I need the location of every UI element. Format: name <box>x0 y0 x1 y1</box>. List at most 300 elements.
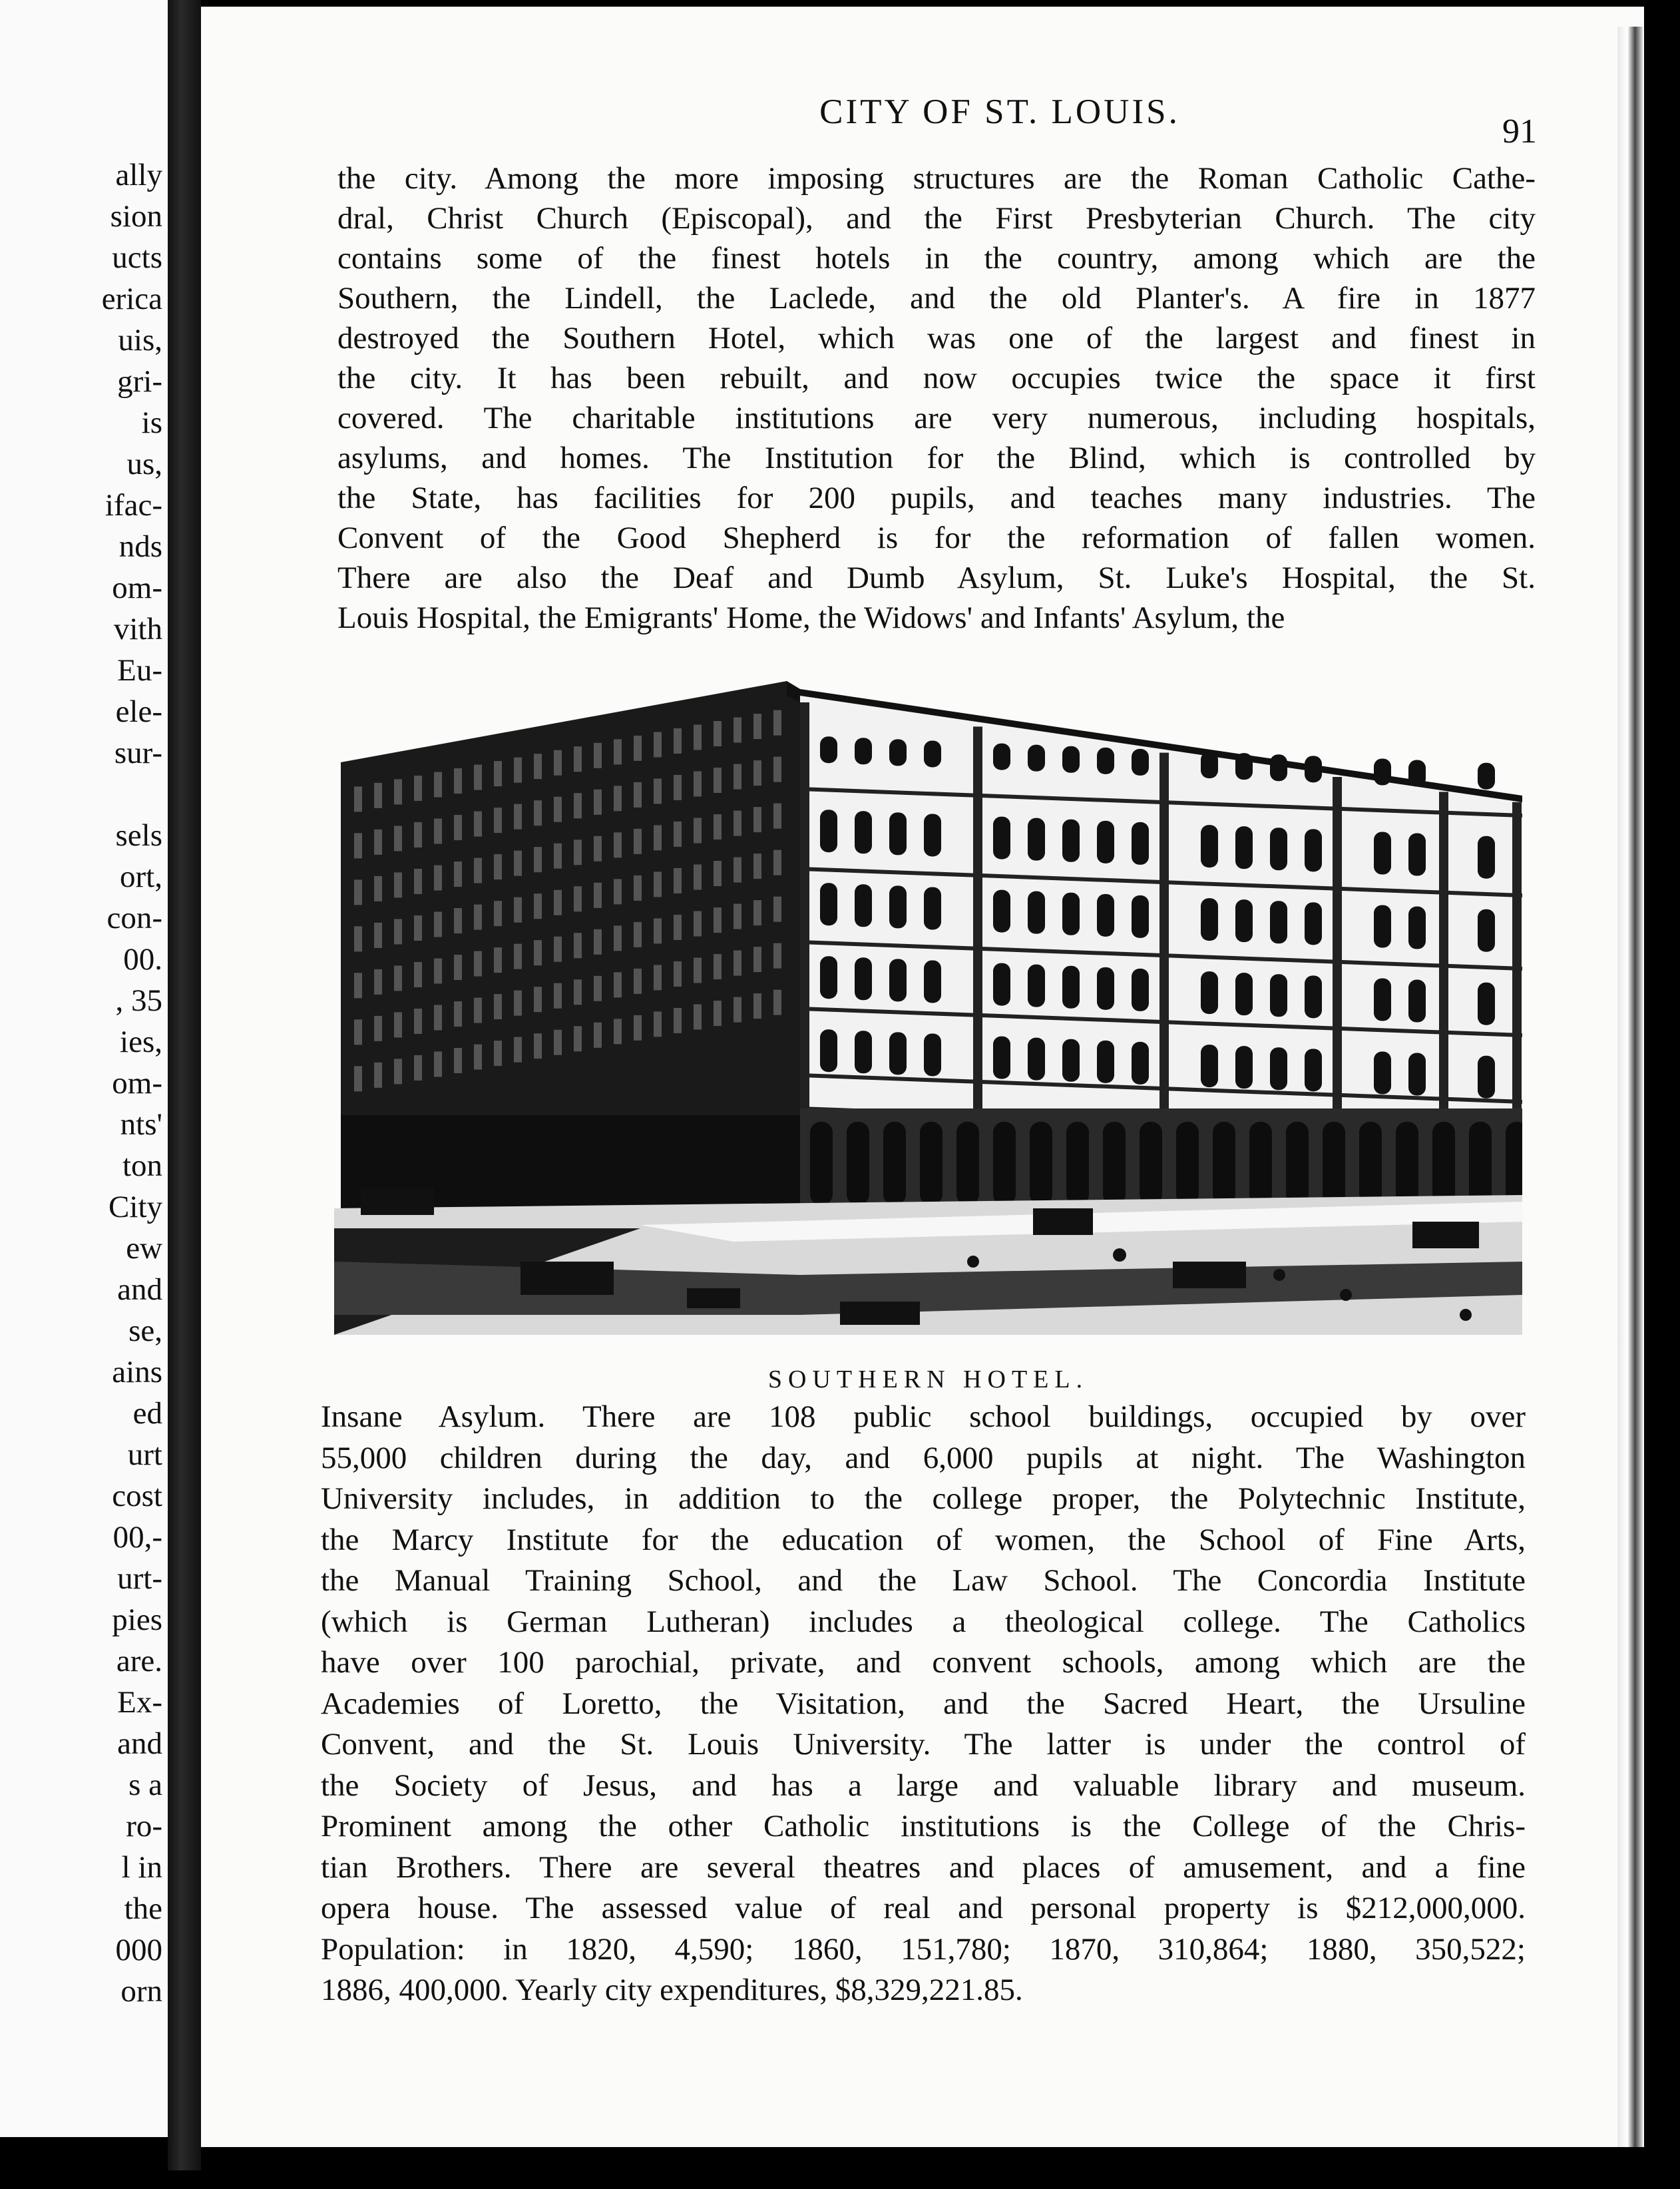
left-page-line: 000 <box>115 1933 162 1967</box>
window <box>1478 983 1495 1025</box>
hotel-engraving <box>334 676 1522 1335</box>
window <box>414 1055 422 1081</box>
window <box>474 765 482 790</box>
left-page-line: ally <box>115 158 162 192</box>
left-page-line: and <box>117 1726 162 1761</box>
window <box>674 915 682 940</box>
window <box>734 857 741 883</box>
left-page-line: cost <box>112 1479 162 1513</box>
window <box>1408 834 1426 876</box>
window <box>855 1031 872 1073</box>
window <box>634 875 642 901</box>
window <box>474 905 482 930</box>
window <box>1028 891 1045 934</box>
window <box>1305 975 1322 1018</box>
text-line: tian Brothers. There are several theatres and places of amusement, and a fine <box>321 1849 1526 1885</box>
window <box>1097 967 1114 1010</box>
window <box>634 782 642 808</box>
left-page-line: ele- <box>115 694 162 729</box>
text-line: 1886, 400,000. Yearly city expenditures, $8,329,221.85. <box>321 1973 1023 2007</box>
window <box>654 778 662 804</box>
window <box>594 1023 602 1048</box>
window <box>594 883 602 908</box>
window <box>554 750 562 776</box>
text-line: Academies of Loretto, the Visitation, and the Sacred Heart, the Ursuline <box>321 1686 1526 1721</box>
window <box>820 956 837 999</box>
window <box>614 972 622 997</box>
left-page-line: ort, <box>120 859 162 894</box>
window <box>855 738 872 764</box>
window <box>734 764 741 790</box>
window <box>494 994 502 1019</box>
left-page-line: ies, <box>120 1025 162 1059</box>
arcade-arch <box>1506 1122 1522 1205</box>
arcade-arch <box>847 1122 869 1205</box>
window <box>474 1045 482 1070</box>
window <box>654 732 662 757</box>
left-page-line: nts' <box>120 1107 162 1142</box>
window <box>394 779 402 804</box>
text-line: have over 100 parochial, private, and convent schools, among which are the <box>321 1645 1526 1680</box>
window <box>1270 1047 1287 1090</box>
left-page-line: gri- <box>117 364 162 399</box>
left-page-line: Ex- <box>117 1685 162 1720</box>
window <box>354 1019 362 1045</box>
window <box>1235 826 1253 869</box>
text-line: (which is German Lutheran) includes a theological college. The Catholics <box>321 1604 1526 1639</box>
window <box>474 998 482 1023</box>
left-page-line: are. <box>116 1644 162 1678</box>
window <box>1097 894 1114 937</box>
window <box>1235 899 1253 942</box>
left-page-line: nds <box>118 529 162 564</box>
text-line: Convent, and the St. Louis University. The latter is under the control of <box>321 1727 1526 1762</box>
window <box>394 1059 402 1084</box>
window <box>1097 1041 1114 1083</box>
window <box>574 933 582 958</box>
window <box>889 885 907 928</box>
window <box>574 746 582 772</box>
window <box>454 1048 462 1073</box>
window <box>354 1066 362 1091</box>
window <box>494 901 502 926</box>
page-edge <box>1617 27 1643 2147</box>
window <box>554 983 562 1009</box>
window <box>1374 905 1391 947</box>
window <box>734 997 741 1023</box>
window <box>1132 749 1149 776</box>
left-page-line: om- <box>112 571 162 605</box>
window <box>1097 821 1114 863</box>
left-page-line: City <box>108 1190 162 1224</box>
window <box>434 959 442 984</box>
window <box>434 819 442 844</box>
window <box>694 957 702 983</box>
text-line: Population: in 1820, 4,590; 1860, 151,780; 1870, 310,864; 1880, 350,522; <box>321 1931 1526 1967</box>
window <box>374 1016 382 1041</box>
text-line: Louis Hospital, the Emigrants' Home, the Widows' and Infants' Asylum, the <box>337 601 1285 635</box>
previous-page-text <box>102 154 162 2012</box>
window <box>714 768 722 793</box>
text-line: University includes, in addition to the college proper, the Polytechnic Institute, <box>321 1481 1526 1516</box>
window <box>1478 763 1495 790</box>
book-page <box>201 7 1644 2147</box>
window <box>554 797 562 822</box>
window <box>734 951 741 976</box>
window <box>354 926 362 951</box>
left-page-line: urt <box>127 1437 162 1472</box>
window <box>554 937 562 962</box>
window <box>753 760 761 786</box>
window <box>454 1001 462 1027</box>
window <box>1201 971 1218 1014</box>
window <box>434 1005 442 1031</box>
window <box>654 871 662 897</box>
window <box>753 714 761 739</box>
window <box>1132 822 1149 865</box>
window <box>820 810 837 852</box>
window <box>414 915 422 941</box>
window <box>855 811 872 853</box>
text-line: the Society of Jesus, and has a large and valuable library and museum. <box>321 1768 1526 1803</box>
window <box>1062 966 1080 1009</box>
window <box>734 811 741 836</box>
text-line: covered. The charitable institutions are very numerous, including hospitals, <box>337 401 1536 435</box>
window <box>1235 753 1253 780</box>
window <box>1478 909 1495 952</box>
window <box>1097 748 1114 774</box>
window <box>654 918 662 943</box>
window <box>634 1015 642 1041</box>
window <box>1201 752 1218 778</box>
window <box>434 865 442 891</box>
text-line: Insane Asylum. There are 108 public school buildings, occupied by over <box>321 1399 1526 1434</box>
left-page-line: se, <box>128 1314 162 1348</box>
window <box>993 890 1010 933</box>
window <box>674 822 682 847</box>
window <box>554 890 562 915</box>
body-text-bottom <box>321 1397 1526 2011</box>
window <box>654 1011 662 1037</box>
window <box>674 775 682 800</box>
window <box>494 808 502 833</box>
left-page-line: sur- <box>114 736 162 770</box>
text-line: opera house. The assessed value of real and personal property is $212,000,000. <box>321 1891 1526 1925</box>
window <box>694 911 702 936</box>
window <box>494 1041 502 1066</box>
arcade-arch <box>993 1122 1016 1205</box>
arcade-arch <box>1432 1122 1455 1205</box>
window <box>614 739 622 764</box>
page-number: 91 <box>1502 113 1537 150</box>
left-page-line: vith <box>113 612 162 646</box>
window <box>924 887 941 929</box>
text-line: There are also the Deaf and Dumb Asylum, St. Luke's Hospital, the St. <box>337 561 1536 595</box>
text-line: dral, Christ Church (Episcopal), and the First Presbyterian Church. The city <box>337 201 1536 236</box>
left-page-line: pies <box>112 1602 162 1637</box>
window <box>654 965 662 990</box>
window <box>1062 1039 1080 1082</box>
left-page-line: the <box>124 1891 162 1926</box>
left-page-line: ed <box>132 1396 162 1431</box>
arcade-arch <box>1396 1122 1418 1205</box>
window <box>1270 754 1287 781</box>
left-page-line: om- <box>112 1066 162 1100</box>
running-title: CITY OF ST. LOUIS. <box>819 93 1180 131</box>
window <box>753 853 761 879</box>
window <box>820 736 837 763</box>
window <box>474 858 482 883</box>
window <box>1132 895 1149 938</box>
window <box>674 1008 682 1033</box>
window <box>694 1004 702 1029</box>
window <box>773 850 781 875</box>
window <box>1305 756 1322 782</box>
window <box>1028 1038 1045 1081</box>
window <box>654 825 662 850</box>
left-page-line: ucts <box>112 240 162 275</box>
window <box>993 817 1010 859</box>
window <box>514 897 522 923</box>
window <box>354 879 362 905</box>
window <box>674 961 682 987</box>
window <box>1132 1042 1149 1085</box>
text-line: destroyed the Southern Hotel, which was one of the largest and finest in <box>337 321 1536 356</box>
left-page-line: and <box>117 1272 162 1307</box>
window <box>514 991 522 1016</box>
window <box>773 804 781 829</box>
previous-page-fragment <box>0 0 168 2137</box>
window <box>889 959 907 1001</box>
window <box>1305 1049 1322 1091</box>
window <box>634 969 642 994</box>
arcade-arch <box>1103 1122 1126 1205</box>
text-line: 55,000 children during the day, and 6,000 pupils at night. The Washington <box>321 1440 1526 1475</box>
window <box>1201 898 1218 941</box>
left-page-line: 00. <box>123 942 162 977</box>
window <box>514 1037 522 1063</box>
window <box>394 1012 402 1037</box>
window <box>534 847 542 872</box>
left-page-line: us, <box>126 447 162 481</box>
window <box>414 776 422 801</box>
window <box>993 744 1010 770</box>
window <box>574 1026 582 1051</box>
left-page-line: ains <box>112 1355 162 1389</box>
window <box>634 829 642 854</box>
left-page-line: uis, <box>118 323 162 358</box>
window <box>734 904 741 929</box>
window <box>454 815 462 840</box>
left-page-line: , 35 <box>115 983 162 1018</box>
window <box>374 783 382 808</box>
window <box>554 844 562 869</box>
window <box>1028 965 1045 1007</box>
window <box>753 993 761 1019</box>
window <box>1408 907 1426 949</box>
window <box>594 743 602 768</box>
left-page-line: con- <box>106 901 162 935</box>
window <box>694 771 702 796</box>
window <box>434 1052 442 1077</box>
text-line: asylums, and homes. The Institution for the Blind, which is controlled by <box>337 441 1536 475</box>
left-page-line: s a <box>128 1768 162 1802</box>
window <box>454 768 462 794</box>
window <box>1305 902 1322 945</box>
window <box>614 832 622 857</box>
window <box>394 919 402 944</box>
window <box>714 721 722 746</box>
text-line: the Manual Training School, and the Law School. The Concordia Institute <box>321 1563 1526 1598</box>
window <box>614 786 622 811</box>
window <box>889 1032 907 1075</box>
window <box>454 955 462 980</box>
window <box>494 854 502 879</box>
window <box>674 868 682 893</box>
window <box>753 900 761 925</box>
window <box>394 826 402 851</box>
window <box>634 922 642 947</box>
left-page-line: sion <box>110 199 162 234</box>
arcade-arch <box>1213 1122 1235 1205</box>
window <box>474 812 482 837</box>
window <box>634 736 642 761</box>
window <box>1028 818 1045 861</box>
window <box>924 814 941 856</box>
window <box>1374 758 1391 785</box>
window <box>1201 1045 1218 1087</box>
window <box>534 940 542 965</box>
window <box>534 893 542 919</box>
window <box>354 973 362 998</box>
window <box>855 884 872 927</box>
left-page-line: Eu- <box>117 653 162 688</box>
window <box>574 840 582 865</box>
window <box>1374 1051 1391 1094</box>
window <box>494 947 502 973</box>
left-page-line: 00,- <box>112 1520 162 1555</box>
arcade-arch <box>1030 1122 1052 1205</box>
window <box>374 1063 382 1088</box>
window <box>1235 973 1253 1015</box>
window <box>1235 1046 1253 1089</box>
window <box>1408 760 1426 787</box>
window <box>374 923 382 948</box>
text-line: contains some of the finest hotels in the country, among which are the <box>337 241 1536 276</box>
arcade-arch <box>883 1122 906 1205</box>
window <box>753 807 761 832</box>
window <box>494 761 502 786</box>
window <box>374 830 382 855</box>
left-page-line: erica <box>101 282 162 316</box>
left-page-line: ifac- <box>105 488 162 523</box>
text-line: Prominent among the other Catholic institutions is the College of the Chris- <box>321 1809 1526 1843</box>
window <box>924 1033 941 1076</box>
window <box>474 951 482 977</box>
window <box>374 876 382 901</box>
arcade-arch <box>920 1122 943 1205</box>
left-page-line: is <box>141 405 162 440</box>
window <box>773 757 781 782</box>
window <box>714 1001 722 1026</box>
window <box>414 962 422 987</box>
window <box>1132 969 1149 1011</box>
window <box>1028 745 1045 772</box>
left-page-line: sels <box>115 818 162 853</box>
arcade-arch <box>810 1122 833 1205</box>
window <box>514 851 522 876</box>
left-page-line: ro- <box>126 1809 162 1843</box>
window <box>694 818 702 843</box>
window <box>534 987 542 1012</box>
window <box>1062 820 1080 862</box>
window <box>753 947 761 972</box>
window <box>514 804 522 830</box>
left-page-line: l in <box>121 1850 162 1885</box>
arcade-arch <box>1286 1122 1309 1205</box>
text-line: Convent of the Good Shepherd is for the reformation of fallen women. <box>337 521 1536 555</box>
window <box>454 908 462 933</box>
window <box>714 907 722 933</box>
text-line: the Marcy Institute for the education of women, the School of Fine Arts, <box>321 1522 1526 1557</box>
window <box>574 979 582 1005</box>
window <box>820 883 837 925</box>
window <box>594 976 602 1001</box>
window <box>889 812 907 855</box>
window <box>1478 836 1495 879</box>
window <box>1478 1056 1495 1098</box>
window <box>394 965 402 991</box>
text-line: the city. Among the more imposing structures are the Roman Catholic Cathe- <box>337 161 1536 196</box>
window <box>1201 825 1218 867</box>
window <box>820 1029 837 1072</box>
southern-hotel-illustration <box>334 676 1522 1335</box>
window <box>773 897 781 922</box>
window <box>594 929 602 955</box>
window <box>1270 901 1287 943</box>
window <box>1062 746 1080 773</box>
text-line: Southern, the Lindell, the Laclede, and the old Planter's. A fire in 1877 <box>337 281 1536 316</box>
window <box>773 710 781 736</box>
arcade-arch <box>1323 1122 1345 1205</box>
book-gutter <box>168 0 201 2170</box>
window <box>773 990 781 1015</box>
window <box>614 1019 622 1044</box>
window <box>534 1033 542 1059</box>
left-page-line: urt- <box>117 1561 162 1596</box>
text-line: the city. It has been rebuilt, and now occupies twice the space it first <box>337 361 1536 395</box>
window <box>714 861 722 886</box>
window <box>993 963 1010 1006</box>
window <box>614 879 622 904</box>
window <box>889 739 907 766</box>
text-line: the State, has facilities for 200 pupils, and teaches many industries. The <box>337 481 1536 515</box>
window <box>714 954 722 979</box>
window <box>714 814 722 840</box>
window <box>534 754 542 779</box>
window <box>1374 978 1391 1021</box>
window <box>924 960 941 1003</box>
window <box>514 758 522 783</box>
window <box>734 718 741 743</box>
window <box>574 886 582 911</box>
window <box>1374 832 1391 874</box>
window <box>694 724 702 750</box>
window <box>594 836 602 861</box>
window <box>434 912 442 937</box>
arcade-arch <box>1469 1122 1492 1205</box>
window <box>454 861 462 887</box>
